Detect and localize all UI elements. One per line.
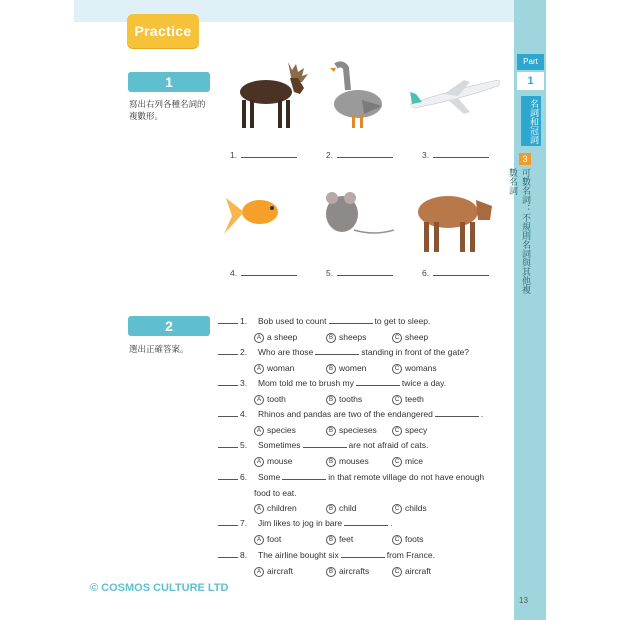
question-before: Sometimes	[258, 440, 301, 450]
option-a[interactable]	[254, 534, 281, 545]
option-text: aircrafts	[339, 566, 370, 576]
blank-5[interactable]: 5.	[326, 268, 393, 278]
option-text: aircraft	[405, 566, 431, 576]
option-letter: C	[392, 364, 402, 374]
exercise-1-badge: 1	[128, 72, 210, 92]
ox-image	[410, 182, 498, 254]
answer-blank[interactable]	[218, 409, 238, 417]
blank-2[interactable]: 2.	[326, 150, 393, 160]
part-number: 1	[517, 72, 544, 90]
option-text: mouse	[267, 456, 293, 466]
copyright: © COSMOS CULTURE LTD	[90, 582, 229, 594]
option-text: specieses	[339, 425, 377, 435]
option-text: foot	[267, 534, 282, 544]
option-text: woman	[267, 363, 295, 373]
question-row	[218, 316, 430, 326]
option-text: children	[267, 503, 297, 513]
option-letter: C	[392, 504, 402, 514]
option-b[interactable]	[326, 363, 366, 374]
option-letter: B	[326, 535, 336, 545]
option-text: mouses	[339, 456, 369, 466]
question-before: Bob used to count	[258, 316, 327, 326]
mouse-image	[314, 186, 398, 244]
option-text: teeth	[405, 394, 424, 404]
option-letter: C	[392, 567, 402, 577]
question-number: 2.	[240, 347, 248, 357]
question-before: Mom told me to brush my	[258, 378, 354, 388]
option-letter: C	[392, 333, 402, 343]
exercise-2-instruction: 選出正確答案。	[129, 344, 189, 354]
option-letter: C	[392, 457, 402, 467]
blank-3[interactable]: 3.	[422, 150, 489, 160]
option-letter: A	[254, 504, 264, 514]
question-after: standing in front of the gate?	[361, 347, 470, 357]
moose-image	[228, 56, 316, 132]
option-text: sheeps	[339, 332, 367, 342]
option-c[interactable]	[392, 363, 437, 374]
option-letter: B	[326, 395, 336, 405]
question-number: 1.	[240, 316, 248, 326]
option-b[interactable]	[326, 534, 353, 545]
option-letter: A	[254, 426, 264, 436]
question-before: Who are those	[258, 347, 314, 357]
question-after: .	[390, 518, 393, 528]
chapter-sidebar	[508, 0, 546, 620]
question-before: Rhinos and pandas are two of the endangered	[258, 409, 433, 419]
question-after: in that remote village do not have enough	[328, 472, 485, 482]
answer-blank[interactable]	[218, 378, 238, 386]
option-a[interactable]	[254, 394, 286, 405]
answer-blank[interactable]	[218, 316, 238, 324]
goldfish-image	[222, 186, 286, 246]
option-letter: C	[392, 535, 402, 545]
option-b[interactable]	[326, 566, 369, 577]
answer-blank[interactable]	[218, 518, 238, 526]
option-b[interactable]	[326, 425, 377, 436]
section-title: 名詞和冠詞	[521, 96, 541, 146]
question-gap	[435, 409, 479, 417]
option-letter: B	[326, 457, 336, 467]
blank-1[interactable]: 1.	[230, 150, 297, 160]
question-after: are not afraid of cats.	[348, 440, 429, 450]
option-letter: C	[392, 395, 402, 405]
question-number: 7.	[240, 518, 248, 528]
option-c[interactable]	[392, 332, 428, 343]
question-row	[218, 378, 446, 388]
option-a[interactable]	[254, 566, 293, 577]
question-after: from France.	[386, 550, 435, 560]
answer-blank[interactable]	[218, 550, 238, 558]
part-label: Part	[517, 54, 544, 70]
option-c[interactable]	[392, 566, 431, 577]
option-c[interactable]	[392, 503, 427, 514]
question-gap	[282, 472, 326, 480]
question-before: Jim likes to jog in bare	[258, 518, 343, 528]
question-number: 8.	[240, 550, 248, 560]
option-letter: B	[326, 504, 336, 514]
answer-blank[interactable]	[218, 347, 238, 355]
option-c[interactable]	[392, 394, 424, 405]
question-gap	[356, 378, 400, 386]
question-gap	[344, 518, 388, 526]
option-text: a sheep	[267, 332, 298, 342]
option-text: womans	[405, 363, 437, 373]
option-text: feet	[339, 534, 354, 544]
option-text: specy	[405, 425, 428, 435]
option-letter: B	[326, 426, 336, 436]
option-letter: B	[326, 333, 336, 343]
question-number: 5.	[240, 440, 248, 450]
option-text: sheep	[405, 332, 429, 342]
option-a[interactable]	[254, 425, 296, 436]
option-text: species	[267, 425, 296, 435]
question-after: .	[480, 409, 484, 419]
question-after: to get to sleep.	[374, 316, 431, 326]
question-row	[218, 518, 392, 528]
option-text: women	[339, 363, 367, 373]
option-text: tooths	[339, 394, 363, 404]
option-a[interactable]	[254, 332, 297, 343]
exercise-2-badge: 2	[128, 316, 210, 336]
blank-6[interactable]: 6.	[422, 268, 489, 278]
question-row	[218, 472, 484, 482]
option-b[interactable]	[326, 456, 369, 467]
option-letter: A	[254, 364, 264, 374]
question-gap	[341, 550, 385, 558]
option-c[interactable]	[392, 456, 423, 467]
airplane-image	[404, 74, 504, 118]
question-number: 3.	[240, 378, 248, 388]
question-gap	[315, 347, 359, 355]
option-b[interactable]	[326, 503, 356, 514]
question-before: Some	[258, 472, 281, 482]
option-a[interactable]	[254, 503, 297, 514]
question-number: 6.	[240, 472, 248, 482]
exercise-1-instruction: 寫出右列各種名詞的複數形。	[129, 99, 206, 121]
option-letter: B	[326, 364, 336, 374]
option-letter: B	[326, 567, 336, 577]
question-continuation: food to eat.	[254, 488, 297, 498]
question-before: The airline bought six	[258, 550, 339, 560]
option-c[interactable]	[392, 425, 427, 436]
answer-blank[interactable]	[218, 440, 238, 448]
option-letter: A	[254, 567, 264, 577]
option-text: child	[339, 503, 357, 513]
question-gap	[329, 316, 373, 324]
question-gap	[303, 440, 347, 448]
question-number: 4.	[240, 409, 248, 419]
practice-tab: Practice	[127, 14, 199, 48]
option-b[interactable]	[326, 332, 366, 343]
option-text: childs	[405, 503, 427, 513]
option-letter: A	[254, 535, 264, 545]
option-a[interactable]	[254, 363, 294, 374]
option-c[interactable]	[392, 534, 423, 545]
option-letter: A	[254, 395, 264, 405]
option-b[interactable]	[326, 394, 362, 405]
unit-number: 3	[519, 153, 531, 165]
question-after: twice a day.	[401, 378, 447, 388]
option-text: mice	[405, 456, 423, 466]
option-text: tooth	[267, 394, 286, 404]
option-letter: A	[254, 333, 264, 343]
answer-blank[interactable]	[218, 472, 238, 480]
goose-image	[328, 60, 388, 132]
question-row	[218, 347, 469, 357]
question-row	[218, 409, 483, 419]
option-letter: C	[392, 426, 402, 436]
option-text: aircraft	[267, 566, 293, 576]
blank-4[interactable]: 4.	[230, 268, 297, 278]
option-text: foots	[405, 534, 424, 544]
option-a[interactable]	[254, 456, 293, 467]
question-row	[218, 440, 428, 450]
question-row	[218, 550, 435, 560]
option-letter: A	[254, 457, 264, 467]
page-number: 13	[519, 596, 528, 605]
unit-title: 可數名詞：不規則名詞與其他複數名詞	[508, 168, 531, 294]
